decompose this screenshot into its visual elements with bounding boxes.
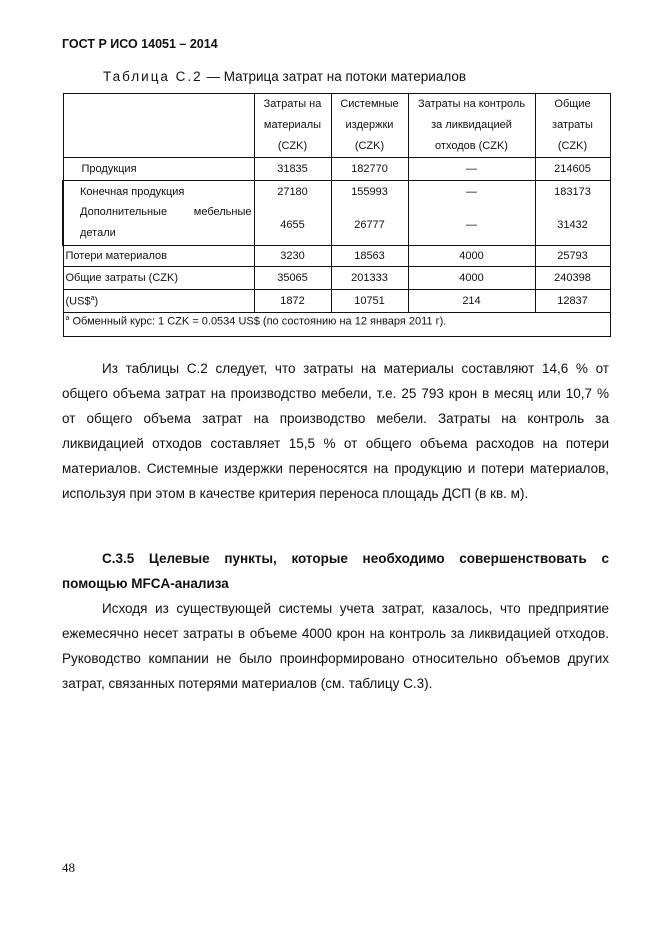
- column-header-line: Общие: [554, 98, 591, 110]
- column-header-waste-control-costs: [408, 94, 535, 158]
- header-empty-cell: [63, 94, 254, 158]
- table-row: [63, 158, 610, 181]
- table-caption-title: — Матрица затрат на потоки материалов: [202, 69, 467, 84]
- table-cell: 182770: [331, 158, 408, 181]
- table-row: [63, 246, 610, 267]
- table-cell: 31835: [254, 158, 331, 181]
- row-label-text: (US$: [65, 295, 91, 308]
- column-header-material-costs: [254, 94, 331, 158]
- column-header-line: Затраты на: [263, 98, 322, 110]
- cost-matrix-table: [62, 93, 611, 337]
- column-header-line: Системные: [340, 98, 399, 110]
- footnote-marker: a: [90, 294, 95, 302]
- column-header-line: материалы: [263, 119, 322, 131]
- table-caption: [103, 69, 466, 84]
- table-cell: 4000: [408, 246, 535, 267]
- row-label: Потери материалов: [63, 246, 254, 267]
- table-cell: 31432: [557, 219, 588, 231]
- table-cell: 1872: [254, 290, 331, 313]
- column-header-line: (CZK): [354, 140, 385, 152]
- page-number: 48: [62, 860, 75, 875]
- footnote-text: Обменный курс: 1 CZK = 0.0534 US$ (по состоянию на 12 января 2011 г).: [69, 315, 447, 328]
- row-label: Конечная продукция: [80, 186, 185, 198]
- table-cell: 35065: [254, 267, 331, 290]
- table-header-row: [63, 94, 610, 158]
- column-header-line: отходов (CZK): [435, 140, 508, 152]
- table-cell: 25793: [535, 246, 610, 267]
- table-cell: —: [408, 158, 535, 181]
- column-header-line: издержки: [345, 119, 394, 131]
- footnote-row: [63, 313, 610, 337]
- table-cell: 183173: [554, 186, 591, 198]
- row-label-group: [63, 181, 254, 246]
- table-cell: 201333: [331, 267, 408, 290]
- table-cell: 3230: [254, 246, 331, 267]
- table-footnote: [63, 313, 610, 337]
- footnote-marker: a: [65, 315, 70, 322]
- column-header-line: Затраты на контроль: [417, 98, 526, 110]
- row-label: Общие затраты (CZK): [63, 267, 254, 290]
- table-cell: 240398: [535, 267, 610, 290]
- body-paragraph: Из таблицы С.2 следует, что затраты на материалы составляют 14,6 % от общего объема затрат на производство мебели, т.е. 25 793 крон в месяц или 10,7 % от общего объема затрат на производство мебели. Затраты на контроль за ликвидацией отходов составляет 15,5 % от общего объема расходов на потери материалов. Системные издержки переносятся на продукцию и потери материалов, используя при этом в качестве критерия переноса площадь ДСП (в кв. м).: [62, 361, 609, 501]
- table-cell: 27180: [277, 186, 308, 198]
- table-row: [63, 290, 610, 313]
- row-label: Продукция: [63, 158, 254, 181]
- table-cell: 4655: [280, 219, 305, 231]
- table-cell-group: [408, 181, 535, 246]
- table-cell: 214: [408, 290, 535, 313]
- table-cell-group: [535, 181, 610, 246]
- column-header-line: (CZK): [557, 140, 588, 152]
- column-header-total-costs: [535, 94, 610, 158]
- table-cell: 26777: [354, 219, 385, 231]
- table-cell: 214605: [535, 158, 610, 181]
- row-label-text-end: ): [94, 295, 99, 308]
- document-header: ГОСТ Р ИСО 14051 – 2014: [62, 37, 218, 51]
- table-cell-group: [254, 181, 331, 246]
- row-label: Дополнительные мебельные детали: [80, 206, 252, 239]
- table-cell: 12837: [535, 290, 610, 313]
- table-cell: 10751: [331, 290, 408, 313]
- table-cell: 18563: [331, 246, 408, 267]
- table-row-group: [63, 181, 610, 246]
- column-header-system-costs: [331, 94, 408, 158]
- body-paragraph: Исходя из существующей системы учета затрат, казалось, что предприятие ежемесячно несет затраты в объеме 4000 крон на контроль за ликвидацией отходов. Руководство компании не было проинформировано относительно объемов других затрат, связанных потерями материалов (см. таблицу С.3).: [62, 601, 609, 691]
- section-heading: С.3.5 Целевые пункты, которые необходимо совершенствовать с помощью MFCA-анализа: [62, 551, 609, 591]
- column-header-line: за ликвидацией: [431, 119, 512, 131]
- table-cell: —: [466, 186, 477, 198]
- column-header-line: (CZK): [277, 140, 308, 152]
- row-label: [63, 290, 254, 313]
- table-caption-label: Таблица С.2: [103, 69, 203, 84]
- table-cell-group: [331, 181, 408, 246]
- column-header-line: затраты: [552, 119, 593, 131]
- table-row: [63, 267, 610, 290]
- table-cell: —: [466, 219, 477, 231]
- table-cell: 155993: [351, 186, 388, 198]
- table-cell: 4000: [408, 267, 535, 290]
